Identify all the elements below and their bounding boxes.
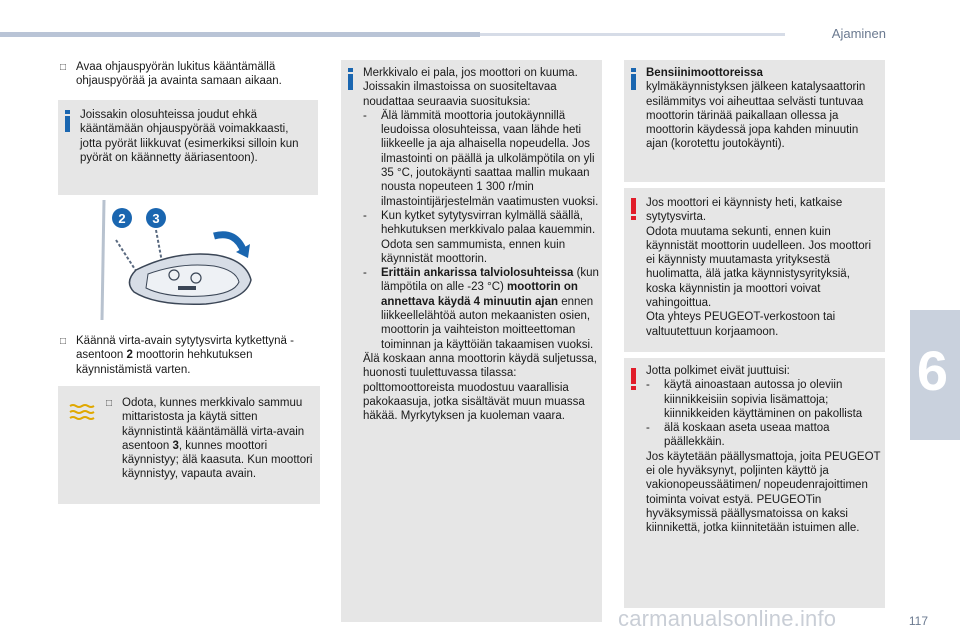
list-item: - käytä ainoastaan autossa jo oleviin kiinnikkeisiin sopivia lisämattoja; kiinnikkeiden käyttäminen on pakollista — [646, 379, 863, 420]
key-ignition-figure — [96, 200, 266, 320]
list-item: - Erittäin ankarissa talviolosuhteissa (kun lämpötila on alle -23 °C) moottorin on annettava käydä 4 minuutin ajan ennen liikkeellelähtöä auton mekaanisten osien, moottorin ja vaihteiston moitteettoman toiminnan ja käyttöiän takaamisen vuoksi. — [363, 267, 599, 351]
petrol-text: Bensiinimoottoreissa kylmäkäynnistyksen jälkeen katalysaattorin esilämmitys voi aiheuttaa selvästi tuntuvaa moottorin tärinää paikallaan ollessa ja moottorin käydessä jopa kahden minuutin ajan (korotettu joutokäynti). — [646, 67, 866, 151]
figure-label-3: 3 — [152, 211, 160, 226]
section-title: Ajaminen — [831, 26, 886, 41]
bullet-wait-lamp — [106, 396, 314, 482]
info-icon — [65, 110, 70, 132]
bullet-icon: □ — [106, 398, 113, 409]
list-item: - Älä lämmitä moottoria joutokäynnillä leudoissa olosuhteissa, vaan lähde heti liikkeelle ja aja alhaisella nopeudella. Jos ilmastointi on päällä ja ulkolämpötila on yli 35 °C, joutokäynti saattaa mallin mukaan nousta nopeuteen 1 300 r/min ilmastointijärjestelmän vaatimusten vuoksi. — [363, 109, 599, 208]
watermark: carmanualsonline.info — [618, 606, 837, 631]
figure-label-2: 2 — [118, 211, 126, 226]
start-failure-text: Jos moottori ei käynnisty heti, katkaise sytytysvirta. Odota muutama sekunti, ennen kuin käynnistät moottorin uudelleen. Jos moottori ei käynnisty muutamasta yrityksestä huolimatta, älä jatka käynnistysyrityksiä, koska käynnistin ja moottori voivat vahingoittua. Ota yhteys PEUGEOT-verkostoon tai valtuutettuun korjaamoon. — [646, 197, 872, 338]
bullet-icon: □ — [60, 336, 67, 347]
warning-icon — [631, 368, 636, 390]
bullet-text: Avaa ohjauspyörän lukitus kääntämällä ohjauspyörää ja avainta samaan aikaan. — [76, 61, 282, 88]
diesel-box — [58, 386, 320, 504]
header-bar — [0, 32, 480, 37]
bullet-text: Käännä virta-avain sytytysvirta kytkettynä -asentoon 2 moottorin hehkutuksen käynnistämistä varten. — [76, 335, 294, 376]
bullet-text: Odota, kunnes merkkivalo sammuu mittaristosta ja käytä sitten käynnistintä kääntämällä virta-avain asentoon 3, kunnes moottori käynnistyy; älä kaasuta. Kun moottori käynnistyy, vapauta avain. — [122, 397, 313, 481]
warning-box-start-failure — [624, 188, 885, 352]
warning-box-pedals — [624, 358, 885, 608]
recommendations-text: Merkkivalo ei pala, jos moottori on kuuma. Joissakin ilmastoissa on suositeltavaa noudattaa seuraavia suosituksia: - Älä lämmitä moottoria joutokäynnillä leudoissa olosuhteissa, vaan lähde heti liikkeelle ja aja alhaisella nopeudella. Jos ilmastointi on päällä ja ulkolämpötila on yli 35 °C, joutokäynti saattaa mallin mukaan nousta nopeuteen 1 300 r/min ilmastointijärjestelmän vaatimusten vuoksi. - Kun kytket sytytysvirran kylmällä säällä, hehkutuksen merkkivalo palaa kauemmin. Odota sen sammumista, ennen kuin käynnistät moottorin. - Erittäin ankarissa talviolosuhteissa (kun lämpötila on alle -23 °C) moottorin on annettava käydä 4 minuutin ajan ennen liikkeellelähtöä auton mekaanisten osien, moottorin ja vaihteiston moitteettoman toiminnan ja käyttöiän takaamisen vuoksi. Älä koskaan anna moottorin käydä suljetussa, huonosti tuulettuvassa tilassa: polttomoottoreista muodostuu vaarallisia pakokaasuja, jotka sisältävät muun muassa häkää. Myrkytyksen ja kuoleman vaara. — [363, 67, 599, 423]
page-number: 117 — [908, 614, 928, 628]
chapter-number: 6 — [916, 339, 948, 402]
list-item: - Kun kytket sytytysvirran kylmällä säällä, hehkutuksen merkkivalo palaa kauemmin. Odota sen sammumista, ennen kuin käynnistät moottorin. — [363, 209, 596, 265]
pedals-text: Jotta polkimet eivät juuttuisi: - käytä ainoastaan autossa jo oleviin kiinnikkeisiin sopivia lisämattoja; kiinnikkeiden käyttäminen on pakollista - älä koskaan aseta useaa mattoa päällekkäin. Jos käytetään päällysmattoja, joita PEUGEOT ei ole hyväksynyt, poljinten käyttö ja vakionopeussäätimen/ nopeudenrajoittimen toiminta voivat estyä. PEUGEOTin hyväksymissä päällysmatoissa on kaksi kiinnikettä, jotka kiinnitetään istuimen alle. — [646, 365, 881, 535]
bullet-unlock-steering — [60, 60, 320, 89]
info-icon — [348, 68, 353, 90]
info-icon — [631, 68, 636, 90]
info-box-recommendations — [341, 60, 602, 622]
header-bar-extension — [480, 33, 785, 36]
warning-icon — [631, 198, 636, 220]
info-box-petrol — [624, 60, 885, 182]
bullet-ignition-position — [60, 334, 322, 377]
info-text: Joissakin olosuhteissa joudut ehkä kääntämään ohjauspyörää voimakkaasti, jotta pyörät liikkuvat (esimerkiksi silloin kun pyörät on käännetty ääriasentoon). — [80, 109, 299, 164]
glow-plug-icon — [66, 402, 96, 422]
info-box-steering — [58, 100, 318, 195]
list-item: - älä koskaan aseta useaa mattoa päällekkäin. — [646, 422, 830, 449]
bullet-icon: □ — [60, 62, 67, 73]
